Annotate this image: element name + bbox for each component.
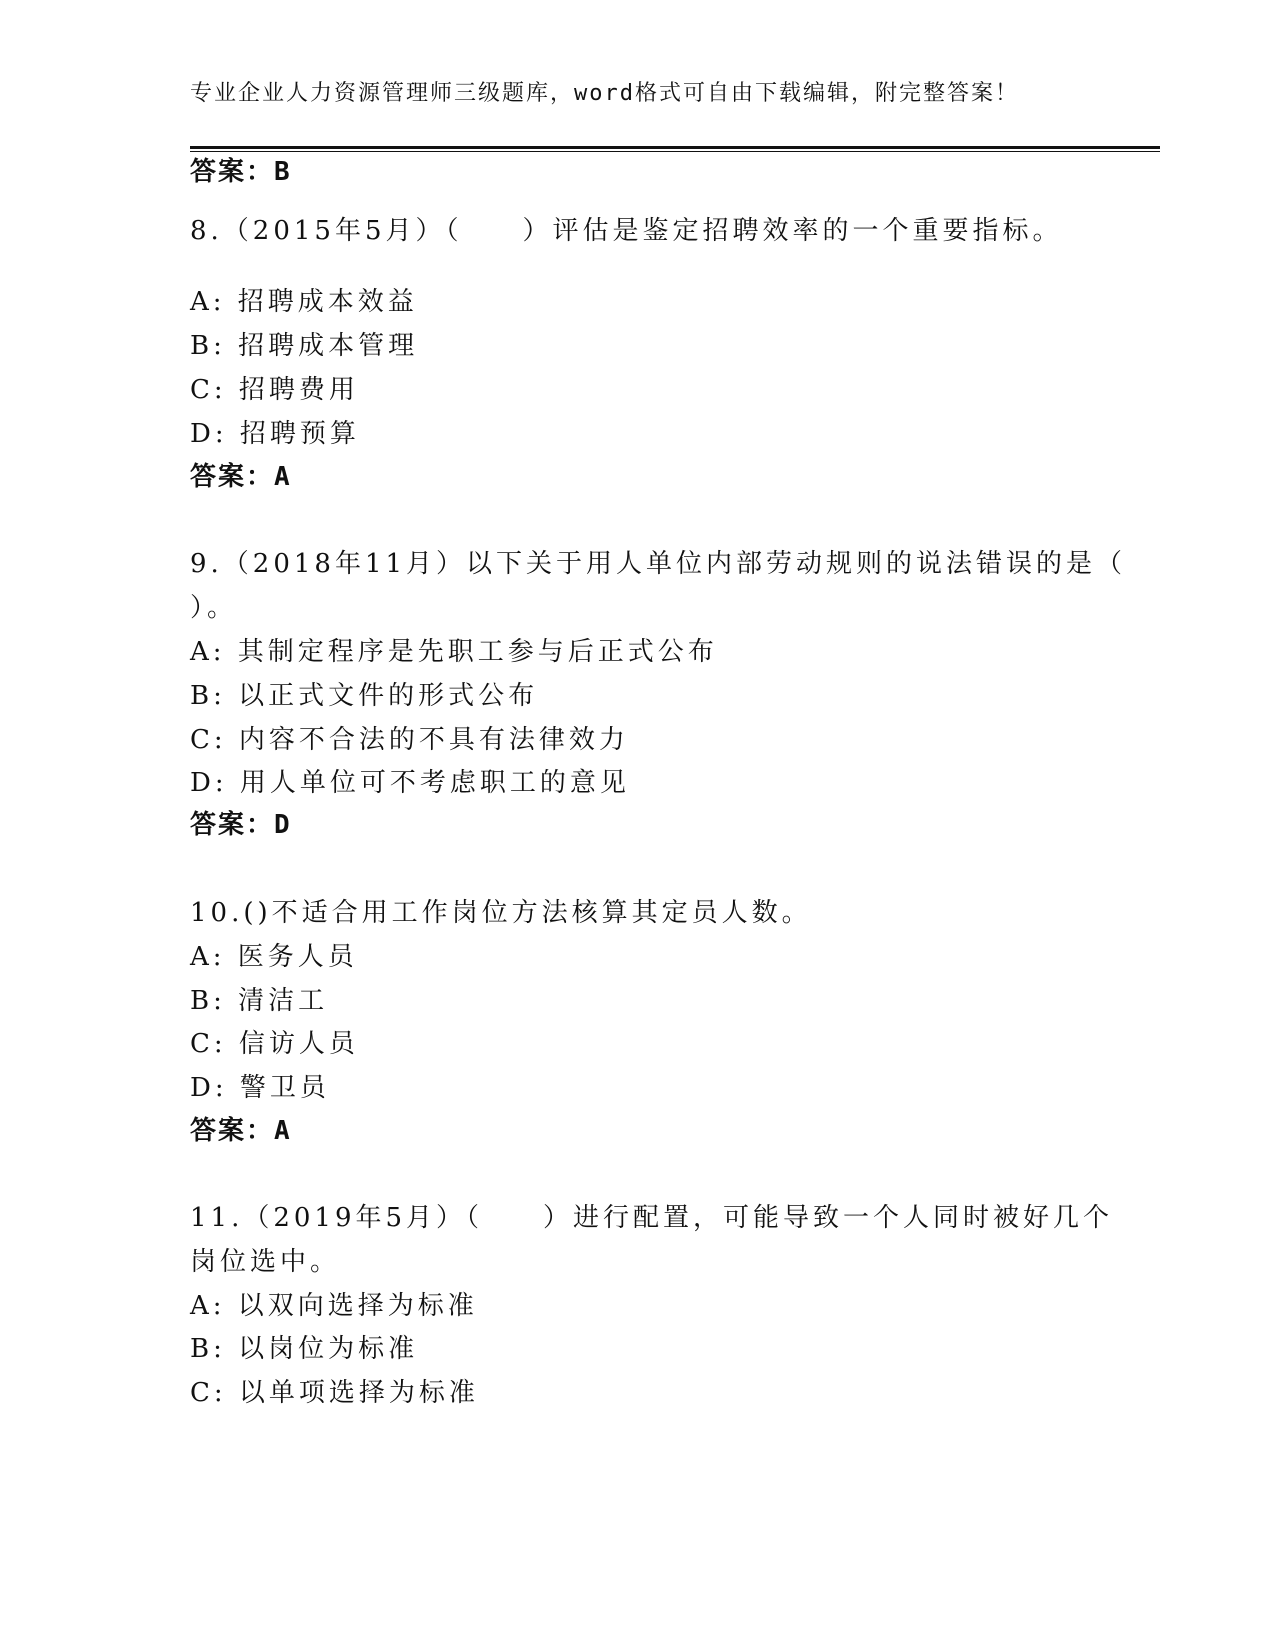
question-10-answer: 答案：A [190, 1116, 292, 1146]
question-11-text-line-2: 岗位选中。 [190, 1247, 341, 1277]
question-9-option-d: D: 用人单位可不考虑职工的意见 [190, 768, 630, 798]
question-10-option-c: C: 信访人员 [190, 1029, 359, 1059]
question-8-option-d: D: 招聘预算 [190, 419, 360, 449]
answer-line: 答案：B [190, 157, 292, 187]
question-11-text-line-1: 11.（2019年5月）（ ）进行配置，可能导致一个人同时被好几个 [190, 1203, 1114, 1233]
question-9-text-line-2: ）。 [190, 593, 238, 623]
question-9-option-a: A: 其制定程序是先职工参与后正式公布 [190, 637, 718, 667]
question-9-option-c: C: 内容不合法的不具有法律效力 [190, 725, 629, 755]
question-8-option-b: B: 招聘成本管理 [190, 331, 419, 361]
question-10-option-a: A: 医务人员 [190, 942, 358, 972]
question-10-option-d: D: 警卫员 [190, 1073, 330, 1103]
header-rule-thick [190, 146, 1160, 149]
question-11-option-a: A: 以双向选择为标准 [190, 1291, 478, 1321]
question-9-option-b: B: 以正式文件的形式公布 [190, 681, 539, 711]
question-10-text: 10.()不适合用工作岗位方法核算其定员人数。 [190, 898, 812, 928]
question-8-text: 8.（2015年5月）（ ）评估是鉴定招聘效率的一个重要指标。 [190, 216, 1063, 246]
question-10-option-b: B: 清洁工 [190, 986, 329, 1016]
header-rule-thin [190, 151, 1160, 152]
question-11-option-c: C: 以单项选择为标准 [190, 1378, 479, 1408]
question-11-option-b: B: 以岗位为标准 [190, 1334, 419, 1364]
question-9-text-line-1: 9.（2018年11月）以下关于用人单位内部劳动规则的说法错误的是（ [190, 549, 1127, 579]
question-8-answer: 答案：A [190, 462, 292, 492]
page-header: 专业企业人力资源管理师三级题库，word格式可自由下载编辑，附完整答案！ [190, 81, 1019, 106]
question-8-option-a: A: 招聘成本效益 [190, 287, 418, 317]
question-9-answer: 答案：D [190, 810, 292, 840]
question-8-option-c: C: 招聘费用 [190, 375, 359, 405]
